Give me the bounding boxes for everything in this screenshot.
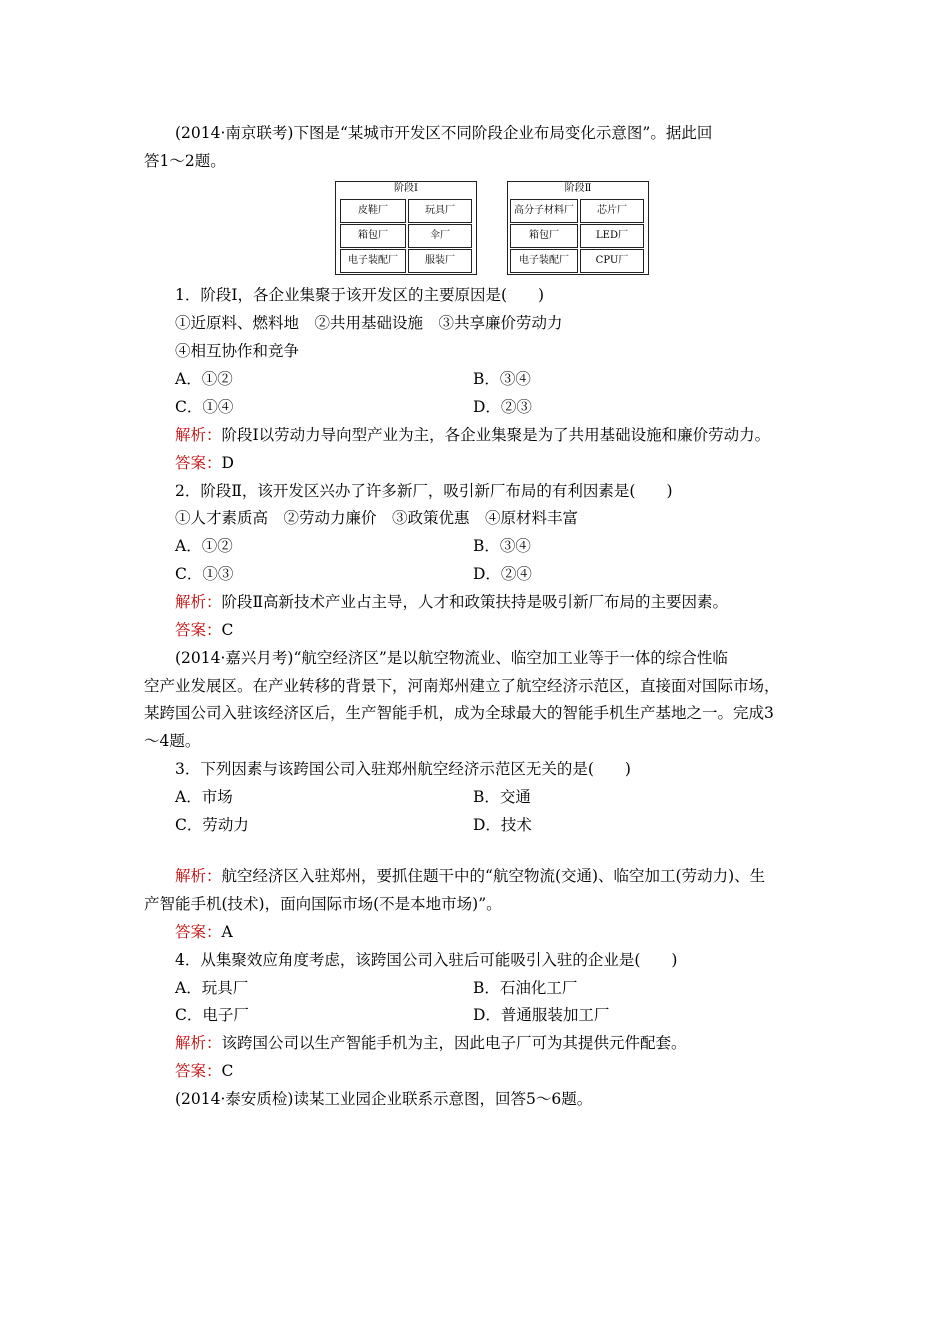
stage1-title: 阶段Ⅰ <box>394 183 418 194</box>
q1-option-a: A．①② <box>175 370 233 388</box>
answer-value: C <box>221 1062 234 1080</box>
q3-stem: 3．下列因素与该跨国公司入驻郑州航空经济示范区无关的是( ) <box>175 760 631 778</box>
analysis-text: 航空经济区入驻郑州，要抓住题干中的“航空物流(交通)、临空加工(劳动力)、生 <box>221 867 766 885</box>
stage2-cell-5: 电子装配厂 <box>510 249 578 273</box>
q2-items-1: ①人才素质高 ②劳动力廉价 ③政策优惠 ④原材料丰富 <box>175 509 579 527</box>
stage2-title: 阶段Ⅱ <box>564 183 592 194</box>
q4-answer <box>175 1061 233 1081</box>
stage2-cell-2: 芯片厂 <box>580 199 644 223</box>
q2-option-d: D．②④ <box>473 565 532 583</box>
intro1-line2: 答1～2题。 <box>144 152 226 170</box>
q1-stem: 1．阶段Ⅰ，各企业集聚于该开发区的主要原因是( ) <box>175 286 545 304</box>
analysis-label: 解析： <box>175 1034 222 1052</box>
q2-answer <box>175 620 233 640</box>
q2-option-b: B．③④ <box>473 537 531 555</box>
answer-value: C <box>221 621 234 639</box>
q2-stem: 2．阶段Ⅱ，该开发区兴办了许多新厂，吸引新厂布局的有利因素是( ) <box>175 482 673 500</box>
q4-option-b: B．石油化工厂 <box>473 979 578 997</box>
q3-option-a: A．市场 <box>175 788 233 806</box>
intro2-line2: 空产业发展区。在产业转移的背景下，河南郑州建立了航空经济示范区，直接面对国际市场， <box>144 677 780 695</box>
q3-answer <box>175 922 233 942</box>
answer-label: 答案： <box>175 1062 222 1080</box>
q3-option-c: C．劳动力 <box>175 816 249 834</box>
q3-analysis-line1 <box>175 866 765 886</box>
stage1-cell-3: 箱包厂 <box>340 224 406 248</box>
stage1-cell-4: 伞厂 <box>408 224 472 248</box>
stage1-cell-6: 服装厂 <box>408 249 472 273</box>
q1-option-c: C．①④ <box>175 398 234 416</box>
answer-label: 答案： <box>175 621 222 639</box>
q3-option-b: B．交通 <box>473 788 531 806</box>
q4-stem: 4．从集聚效应角度考虑，该跨国公司入驻后可能吸引入驻的企业是( ) <box>175 951 678 969</box>
stage1-cell-5: 电子装配厂 <box>340 249 406 273</box>
intro2-line1: (2014·嘉兴月考)“航空经济区”是以航空物流业、临空加工业等于一体的综合性临 <box>175 649 728 667</box>
analysis-label: 解析： <box>175 867 222 885</box>
analysis-text: 该跨国公司以生产智能手机为主，因此电子厂可为其提供元件配套。 <box>221 1034 687 1052</box>
answer-label: 答案： <box>175 923 222 941</box>
q1-analysis <box>175 425 770 445</box>
q3-analysis-line2: 产智能手机(技术)，面向国际市场(不是本地市场)”。 <box>144 895 502 913</box>
stage1-cell-2: 玩具厂 <box>408 199 472 223</box>
q2-analysis <box>175 592 728 612</box>
answer-label: 答案： <box>175 454 222 472</box>
intro2-line4: ～4题。 <box>144 732 201 750</box>
q4-analysis <box>175 1033 687 1053</box>
q3-option-d: D．技术 <box>473 816 532 834</box>
answer-value: A <box>221 923 233 941</box>
analysis-label: 解析： <box>175 426 222 444</box>
stage2-cell-1: 高分子材料厂 <box>510 199 578 223</box>
stage1-cell-1: 皮鞋厂 <box>340 199 406 223</box>
q2-option-c: C．①③ <box>175 565 234 583</box>
stage2-cell-3: 箱包厂 <box>510 224 578 248</box>
analysis-label: 解析： <box>175 593 222 611</box>
stage2-cell-6: CPU厂 <box>580 249 644 273</box>
q4-option-d: D．普通服装加工厂 <box>473 1006 610 1024</box>
q2-option-a: A．①② <box>175 537 233 555</box>
stage1-diagram <box>335 181 477 275</box>
q1-answer <box>175 453 234 473</box>
analysis-text: 阶段Ⅰ以劳动力导向型产业为主，各企业集聚是为了共用基础设施和廉价劳动力。 <box>221 426 771 444</box>
intro1-line1: (2014·南京联考)下图是“某城市开发区不同阶段企业布局变化示意图”。据此回 <box>175 124 713 142</box>
analysis-text: 阶段Ⅱ高新技术产业占主导，人才和政策扶持是吸引新厂布局的主要因素。 <box>221 593 729 611</box>
answer-value: D <box>221 454 234 472</box>
q4-option-c: C．电子厂 <box>175 1006 249 1024</box>
stage2-cell-4: LED厂 <box>580 224 644 248</box>
intro3-line1: (2014·泰安质检)读某工业园企业联系示意图，回答5～6题。 <box>175 1090 593 1108</box>
q4-option-a: A．玩具厂 <box>175 979 249 997</box>
intro2-line3: 某跨国公司入驻该经济区后，生产智能手机，成为全球最大的智能手机生产基地之一。完成3 <box>144 704 774 722</box>
q1-items-2: ④相互协作和竞争 <box>175 342 300 360</box>
q1-items-1: ①近原料、燃料地 ②共用基础设施 ③共享廉价劳动力 <box>175 314 563 332</box>
stage2-diagram <box>507 181 649 275</box>
q1-option-d: D．②③ <box>473 398 532 416</box>
q1-option-b: B．③④ <box>473 370 531 388</box>
